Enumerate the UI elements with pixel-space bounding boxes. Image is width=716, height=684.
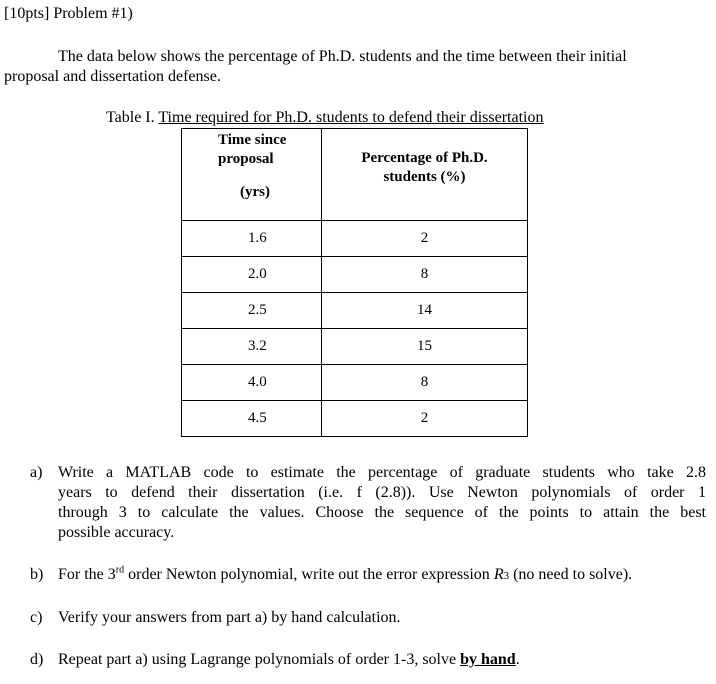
table-caption [106, 108, 543, 128]
question-a-line-3: through 3 to calculate the values. Choose the sequence of the points to attain the best [58, 504, 706, 521]
table-caption-title: Time required for Ph.D. students to defend their dissertation [158, 109, 544, 126]
cell-percentage: 15 [322, 329, 528, 365]
cell-time: 3.2 [182, 329, 322, 365]
table-row [182, 401, 528, 437]
col-header-time [182, 129, 322, 221]
intro-line-1: The data below shows the percentage of Ph.D. students and the time between their initial [58, 48, 627, 65]
cell-percentage: 14 [322, 293, 528, 329]
question-list [30, 463, 706, 670]
cell-time: 4.0 [182, 365, 322, 401]
table-header-row [182, 129, 528, 221]
cell-percentage: 2 [322, 221, 528, 257]
cell-percentage: 2 [322, 401, 528, 437]
question-a-line-2: years to defend their dissertation (i.e. f (2.8)). Use Newton polynomials of order 1 [58, 484, 706, 501]
col-header-time-unit: (yrs) [240, 184, 270, 200]
intro-line-2: proposal and dissertation defense. [4, 68, 221, 85]
cell-time: 2.0 [182, 257, 322, 293]
col-header-pct-line2: students (%) [383, 169, 466, 185]
table-row [182, 365, 528, 401]
col-header-percentage [322, 129, 528, 221]
question-b-text: For the 3rd order Newton polynomial, write out the error expression R3 (no need to solve). [58, 564, 633, 583]
cell-percentage: 8 [322, 365, 528, 401]
cell-time: 2.5 [182, 293, 322, 329]
question-a-label: a) [30, 464, 43, 481]
cell-time: 4.5 [182, 401, 322, 437]
question-a-line-1: Write a MATLAB code to estimate the percentage of graduate students who take 2.8 [58, 464, 706, 481]
cell-percentage: 8 [322, 257, 528, 293]
table-row [182, 329, 528, 365]
question-c-label: c) [30, 609, 43, 626]
question-d [30, 650, 706, 670]
table-caption-prefix: Table I. [106, 109, 159, 126]
question-b [30, 565, 706, 586]
data-table [181, 128, 528, 437]
table-row [182, 257, 528, 293]
question-a-line-4: possible accuracy. [58, 524, 175, 541]
col-header-time-line2: proposal [218, 151, 274, 167]
question-c [30, 608, 706, 628]
table-row [182, 293, 528, 329]
question-d-text: Repeat part a) using Lagrange polynomials of order 1-3, solve by hand. [58, 651, 520, 668]
cell-time: 1.6 [182, 221, 322, 257]
question-b-label: b) [30, 566, 44, 583]
question-a [30, 463, 706, 543]
problem-header: [10pts] Problem #1) [4, 5, 133, 22]
col-header-time-line1: Time since [218, 132, 287, 148]
col-header-pct-line1: Percentage of Ph.D. [361, 150, 488, 166]
table-row [182, 221, 528, 257]
question-c-text: Verify your answers from part a) by hand calculation. [58, 609, 401, 626]
question-d-label: d) [30, 651, 44, 668]
by-hand-emphasis: by hand [460, 651, 516, 668]
